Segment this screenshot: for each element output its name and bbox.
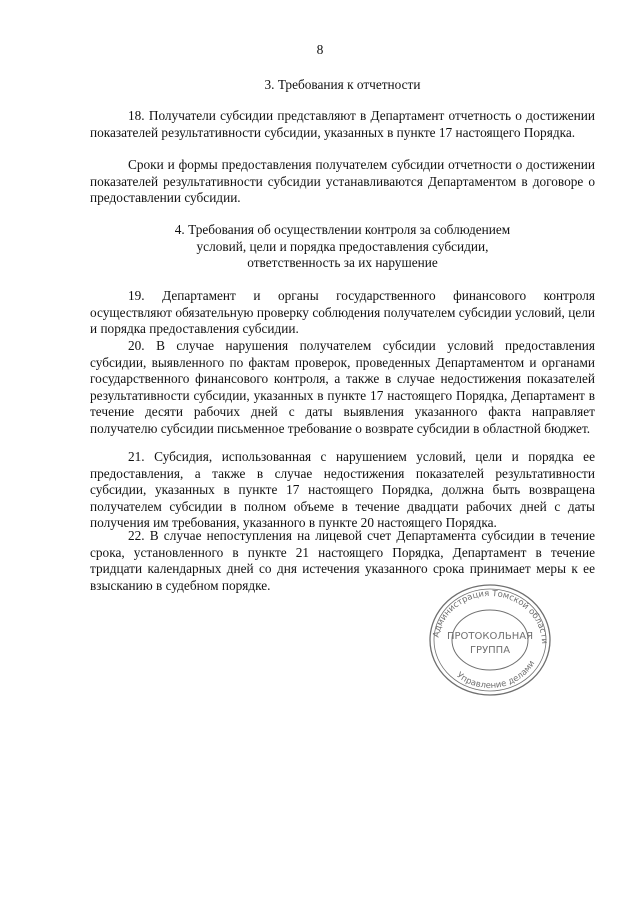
stamp-inner-line-2: ГРУППА xyxy=(469,645,511,656)
section-4-heading xyxy=(90,222,595,272)
paragraph-18-continued: Сроки и формы предоставления получателем субсидии отчетности о достижении показателей результативности субсидии устанавливаются Департаментом в договоре о предоставлении субсидии. xyxy=(90,157,595,206)
stamp-outer-text: Администрация Томской области xyxy=(431,588,550,645)
section-4-heading-line-1: 4. Требования об осуществлении контроля за соблюдением xyxy=(174,222,511,237)
section-4-heading-line-3: ответственность за их нарушение xyxy=(247,255,438,271)
paragraph-22: 22. В случае непоступления на лицевой счет Департамента субсидии в течение срока, установленного в пункте 21 настоящего Порядка, Департамент в течение тридцати календарных дней со дня истечения указанного срока принимает меры к ее взысканию в судебном порядке. xyxy=(90,528,595,593)
section-3-heading: 3. Требования к отчетности xyxy=(264,77,421,92)
stamp-bottom-text: Управление делами xyxy=(454,658,538,692)
stamp-inner-line-1: ПРОТОКОЛЬНАЯ xyxy=(446,631,534,642)
page-number: 8 xyxy=(316,42,324,57)
stamp-graphic xyxy=(424,578,556,698)
paragraph-18: 18. Получатели субсидии представляют в Департамент отчетность о достижении показателей результативности субсидии, указанных в пункте 17 настоящего Порядка. xyxy=(90,108,595,140)
paragraph-21: 21. Субсидия, использованная с нарушением условий, цели и порядка ее предоставления, а также в случае недостижения показателей результативности субсидии, указанных в пункте 17 настоящего Порядка, должна быть возвращена получателем субсидии в полном объеме в течение двадцати рабочих дней с даты получения им требования, указанного в пункте 20 настоящего Порядка. xyxy=(90,449,595,531)
official-stamp xyxy=(424,578,556,698)
section-4-heading-line-2: условий, цели и порядка предоставления субсидии, xyxy=(196,238,489,254)
paragraph-19: 19. Департамент и органы государственного финансового контроля осуществляют обязательную проверку соблюдения получателем субсидии условий, цели и порядка предоставления субсидии. xyxy=(90,288,595,337)
paragraph-20: 20. В случае нарушения получателем субсидии условий предоставления субсидии, выявленного по фактам проверок, проведенных Департаментом и органами государственного финансового контроля, а также в случае недостижения показателей результативности субсидии, указанных в пункте 17 настоящего Порядка, Департамент в течение десяти рабочих дней с даты выявления указанного факта направляет получателю субсидии письменное требование о возврате субсидии в областной бюджет. xyxy=(90,338,595,436)
